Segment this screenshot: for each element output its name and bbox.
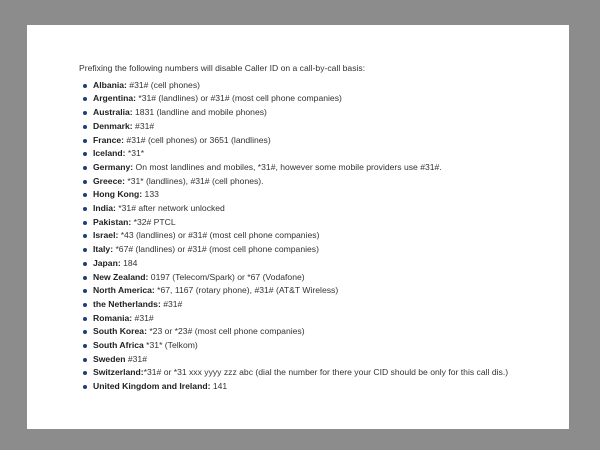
country-name: Sweden <box>93 353 126 364</box>
country-code: *31* <box>125 148 145 159</box>
country-code: 1831 (landline and mobile phones) <box>132 107 267 118</box>
country-code: *67# (landlines) or #31# (most cell phone companies) <box>113 244 319 255</box>
country-name: Germany: <box>93 161 134 172</box>
country-code: #31# <box>125 353 147 364</box>
list-item <box>79 216 559 230</box>
document-content <box>79 62 559 394</box>
country-name: Hong Kong: <box>93 189 143 200</box>
bullet-icon <box>83 358 87 362</box>
country-name: Romania: <box>93 312 133 323</box>
country-name: France: <box>93 134 125 145</box>
list-item <box>79 243 559 257</box>
country-name: New Zealand: <box>93 271 149 282</box>
bullet-icon <box>83 262 87 266</box>
country-name: Greece: <box>93 175 126 186</box>
bullet-icon <box>83 84 87 88</box>
bullet-icon <box>83 276 87 280</box>
country-name: South Africa <box>93 340 144 351</box>
list-item <box>79 257 559 271</box>
bullet-icon <box>83 193 87 197</box>
list-item <box>79 188 559 202</box>
country-code: *31# or *31 xxx yyyy zzz abc (dial the number for there your CID should be only for this call dis.) <box>143 367 509 378</box>
country-code: #31# <box>132 312 154 323</box>
list-item <box>79 147 559 161</box>
country-code: *67, 1167 (rotary phone), #31# (AT&T Wireless) <box>154 285 339 296</box>
country-code: 184 <box>120 257 138 268</box>
list-item <box>79 202 559 216</box>
country-code: *31# after network unlocked <box>115 203 225 214</box>
country-name: Pakistan: <box>93 216 132 227</box>
country-code: 141 <box>210 381 228 392</box>
bullet-icon <box>83 166 87 170</box>
bullet-icon <box>83 125 87 129</box>
country-name: Switzerland: <box>93 367 144 378</box>
country-code: #31# <box>160 298 183 309</box>
list-item <box>79 353 559 367</box>
bullet-icon <box>83 152 87 156</box>
country-name: Albania: <box>93 79 127 90</box>
country-name: South Korea: <box>93 326 147 337</box>
list-item <box>79 271 559 285</box>
country-code: 0197 (Telecom/Spark) or *67 (Vodafone) <box>148 271 305 282</box>
country-name: Denmark: <box>93 120 133 131</box>
country-name: Iceland: <box>93 148 126 159</box>
bullet-icon <box>83 330 87 334</box>
list-item <box>79 92 559 106</box>
country-name: North America: <box>93 285 155 296</box>
bullet-icon <box>83 207 87 211</box>
bullet-icon <box>83 97 87 101</box>
country-code: *32# PTCL <box>131 216 176 227</box>
bullet-icon <box>83 303 87 307</box>
bullet-icon <box>83 180 87 184</box>
country-code: #31# (cell phones) <box>126 79 200 90</box>
list-item <box>79 312 559 326</box>
country-code: *43 (landlines) or #31# (most cell phone companies) <box>118 230 320 241</box>
country-name: the Netherlands: <box>93 298 161 309</box>
country-code: *31* (Telkom) <box>143 340 198 351</box>
bullet-icon <box>83 385 87 389</box>
list-item <box>79 339 559 353</box>
bullet-icon <box>83 248 87 252</box>
country-name: Italy: <box>93 244 114 255</box>
list-item <box>79 175 559 189</box>
country-code: *31# (landlines) or #31# (most cell phone companies) <box>135 93 342 104</box>
list-item <box>79 120 559 134</box>
bullet-icon <box>83 139 87 143</box>
country-code: *31* (landlines), #31# (cell phones). <box>125 175 264 186</box>
country-code: #31# <box>132 120 155 131</box>
country-name: Japan: <box>93 257 121 268</box>
country-code: *23 or *23# (most cell phone companies) <box>146 326 305 337</box>
country-name: United Kingdom and Ireland: <box>93 381 211 392</box>
country-code: On most landlines and mobiles, *31#, however some mobile providers use #31#. <box>133 161 442 172</box>
bullet-icon <box>83 371 87 375</box>
list-item <box>79 284 559 298</box>
list-item <box>79 325 559 339</box>
list-item <box>79 229 559 243</box>
bullet-icon <box>83 344 87 348</box>
document-page <box>27 25 569 429</box>
bullet-icon <box>83 234 87 238</box>
country-code: #31# (cell phones) or 3651 (landlines) <box>124 134 271 145</box>
bullet-icon <box>83 289 87 293</box>
country-name: Israel: <box>93 230 119 241</box>
list-item <box>79 366 559 380</box>
country-name: Australia: <box>93 107 133 118</box>
list-item <box>79 380 559 394</box>
list-item <box>79 79 559 93</box>
country-list <box>79 79 559 394</box>
intro-text: Prefixing the following numbers will disable Caller ID on a call-by-call basis: <box>79 63 366 73</box>
country-name: Argentina: <box>93 93 136 104</box>
list-item <box>79 298 559 312</box>
country-name: India: <box>93 203 116 214</box>
list-item <box>79 161 559 175</box>
list-item <box>79 134 559 148</box>
bullet-icon <box>83 111 87 115</box>
country-code: 133 <box>142 189 159 200</box>
bullet-icon <box>83 317 87 321</box>
list-item <box>79 106 559 120</box>
bullet-icon <box>83 221 87 225</box>
